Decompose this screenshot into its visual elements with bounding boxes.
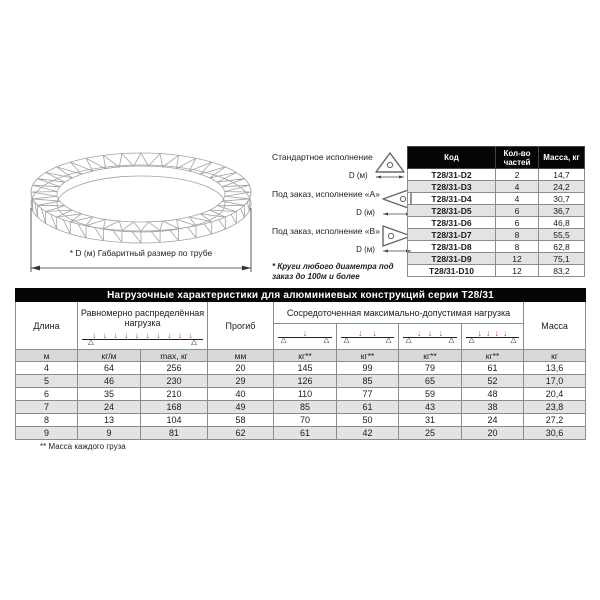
cell: 126 [274,375,337,388]
cell: 79 [399,362,462,375]
concentrated-load-diagram-1 [274,324,337,350]
support-triangle-icon: △ [88,336,94,346]
part-code: T28/31-D7 [408,229,496,241]
load-arrow-icon: ↓ [124,330,129,339]
part-count: 6 [496,205,539,217]
parts-row [408,169,585,181]
load-arrow-icon: ↓ [477,329,482,337]
part-code: T28/31-D2 [408,169,496,181]
load-arrow-icon: ↓ [302,329,308,337]
versions-legend [272,150,402,282]
part-count: 8 [496,229,539,241]
part-code: T28/31-D6 [408,217,496,229]
truss-ring-illustration [12,146,270,280]
load-arrow-icon: ↓ [134,330,140,339]
cell: 20 [208,362,274,375]
cell: 70 [274,414,337,427]
cell: 64 [78,362,141,375]
col-header-deflection: Прогиб [208,302,274,350]
unit-cell: м [16,350,78,362]
cell: 62 [208,427,274,440]
unit-cell: кг** [462,350,524,362]
concentrated-load-diagram-2 [337,324,399,350]
cell: 42 [337,427,399,440]
part-count: 12 [496,253,539,265]
version-dim-label: D (м) [348,171,368,180]
unit-cell: max, кг [141,350,208,362]
cell: 168 [141,401,208,414]
col-header-distributed [78,302,208,350]
cell: 35 [78,388,141,401]
version-row-a [272,187,402,217]
cell: 31 [399,414,462,427]
parts-row [408,193,585,205]
cell: 23,8 [524,401,586,414]
concentrated-load-diagram-3 [399,324,462,350]
version-label: Под заказ, исполнение «В» [272,226,380,236]
part-mass: 24,2 [539,181,585,193]
part-mass: 36,7 [539,205,585,217]
cell: 24 [462,414,524,427]
cell: 13,6 [524,362,586,375]
cell: 29 [208,375,274,388]
support-triangle-icon: △ [510,335,517,344]
support-triangle-icon: △ [448,335,455,344]
cell: 49 [208,401,274,414]
part-count: 4 [496,181,539,193]
cell: 20 [462,427,524,440]
load-row [16,427,586,440]
parts-table-header-row [408,147,585,169]
load-arrow-icon: ↓ [91,330,97,339]
unit-cell: кг** [337,350,399,362]
distributed-load-diagram [78,331,207,346]
part-count: 6 [496,217,539,229]
cell: 110 [274,388,337,401]
cell: 17,0 [524,375,586,388]
load-row [16,375,586,388]
cell: 13 [78,414,141,427]
unit-cell: кг** [274,350,337,362]
cell: 59 [399,388,462,401]
cell: 85 [274,401,337,414]
part-mass: 55,5 [539,229,585,241]
version-row-standard [272,150,402,180]
part-code: T28/31-D10 [408,265,496,277]
cell: 58 [208,414,274,427]
support-triangle-icon: △ [405,335,412,344]
cell: 61 [462,362,524,375]
load-arrow-icon: ↓ [494,329,500,337]
cell: 20,4 [524,388,586,401]
load-table-title: Нагрузочные характеристики для алюминиевых конструкций серии Т28/31 [16,289,586,302]
load-arrow-icon: ↓ [102,330,108,339]
unit-cell: кг** [399,350,462,362]
cell: 38 [462,401,524,414]
load-arrow-icon: ↓ [485,329,491,337]
part-code: T28/31-D3 [408,181,496,193]
load-arrow-icon: ↓ [358,329,363,337]
cell: 48 [462,388,524,401]
unit-cell: кг/м [78,350,141,362]
cell: 77 [337,388,399,401]
parts-header-code: Код [408,147,496,169]
load-row [16,414,586,427]
cell: 24 [78,401,141,414]
parts-row [408,265,585,277]
cell: 5 [16,375,78,388]
parts-row [408,181,585,193]
cell: 9 [78,427,141,440]
load-row [16,401,586,414]
load-table-title-row [16,289,586,302]
cell: 40 [208,388,274,401]
support-triangle-icon: △ [323,335,330,344]
support-triangle-icon: △ [468,335,475,344]
cell: 81 [141,427,208,440]
version-dim-label: D (м) [356,245,375,254]
version-label: Стандартное исполнение [272,152,373,162]
parts-header-count: Кол-во частей [496,147,539,169]
part-mass: 46,8 [539,217,585,229]
load-arrow-icon: ↓ [427,329,433,337]
parts-table [407,146,585,277]
parts-row [408,253,585,265]
cell: 9 [16,427,78,440]
col-header-mass: Масса [524,302,586,350]
cell: 8 [16,414,78,427]
cell: 104 [141,414,208,427]
cell: 61 [337,401,399,414]
part-code: T28/31-D8 [408,241,496,253]
parts-row [408,241,585,253]
triangle-section-up-icon [373,150,407,180]
cell: 52 [462,375,524,388]
part-count: 4 [496,193,539,205]
dimension-arrow-right-icon [242,266,251,271]
load-arrow-icon: ↓ [113,330,118,339]
cell: 65 [399,375,462,388]
concentrated-load-diagram-4 [462,324,524,350]
cell: 4 [16,362,78,375]
load-table-footnote: ** Масса каждого груза [40,442,126,451]
part-code: T28/31-D4 [408,193,496,205]
dimension-arrow-left-icon [31,266,40,271]
cell: 7 [16,401,78,414]
truss-ring-drawing [12,146,268,278]
support-triangle-icon: △ [343,335,350,344]
cell: 27,2 [524,414,586,427]
unit-cell: мм [208,350,274,362]
part-mass: 75,1 [539,253,585,265]
cell: 30,6 [524,427,586,440]
distributed-load-label: Равномерно распределённая нагрузка [80,307,205,328]
part-mass: 30,7 [539,193,585,205]
units-row [16,350,586,362]
col-header-concentrated: Сосредоточенная максимально-допустимая нагрузка [274,302,524,324]
load-arrow-icon: ↓ [503,329,508,337]
cell: 43 [399,401,462,414]
part-mass: 62,8 [539,241,585,253]
cell: 46 [78,375,141,388]
load-arrow-icon: ↓ [156,330,161,339]
load-table-header-row [16,302,586,324]
parts-row [408,229,585,241]
col-header-length: Длина [16,302,78,350]
load-arrow-icon: ↓ [372,329,377,337]
part-count: 2 [496,169,539,181]
cell: 99 [337,362,399,375]
load-arrow-icon: ↓ [145,330,151,339]
load-arrow-icon: ↓ [167,330,172,339]
cell: 210 [141,388,208,401]
cell: 256 [141,362,208,375]
cell: 145 [274,362,337,375]
version-label: Под заказ, исполнение «А» [272,189,380,199]
support-triangle-icon: △ [385,335,392,344]
load-table [15,288,586,440]
ring-dimension-caption: * D (м) Габаритный размер по трубе [69,248,213,258]
part-code: T28/31-D9 [408,253,496,265]
load-arrow-icon: ↓ [177,330,183,339]
part-count: 12 [496,265,539,277]
parts-row [408,205,585,217]
parts-row [408,217,585,229]
version-dim-label: D (м) [356,208,375,217]
version-row-b [272,224,402,254]
cell: 50 [337,414,399,427]
cell: 230 [141,375,208,388]
load-arrow-icon: ↓ [416,329,422,337]
parts-header-mass: Масса, кг [539,147,585,169]
part-count: 8 [496,241,539,253]
load-arrow-icon: ↓ [188,330,193,339]
cell: 85 [337,375,399,388]
support-triangle-icon: △ [191,336,197,346]
custom-diameter-note: * Круги любого диаметра под заказ до 100м и более [272,262,394,281]
cell: 25 [399,427,462,440]
part-mass: 14,7 [539,169,585,181]
support-triangle-icon: △ [280,335,287,344]
load-row [16,362,586,375]
unit-cell: кг [524,350,586,362]
load-row [16,388,586,401]
part-code: T28/31-D5 [408,205,496,217]
part-mass: 83,2 [539,265,585,277]
cell: 6 [16,388,78,401]
load-arrow-icon: ↓ [438,329,444,337]
cell: 61 [274,427,337,440]
